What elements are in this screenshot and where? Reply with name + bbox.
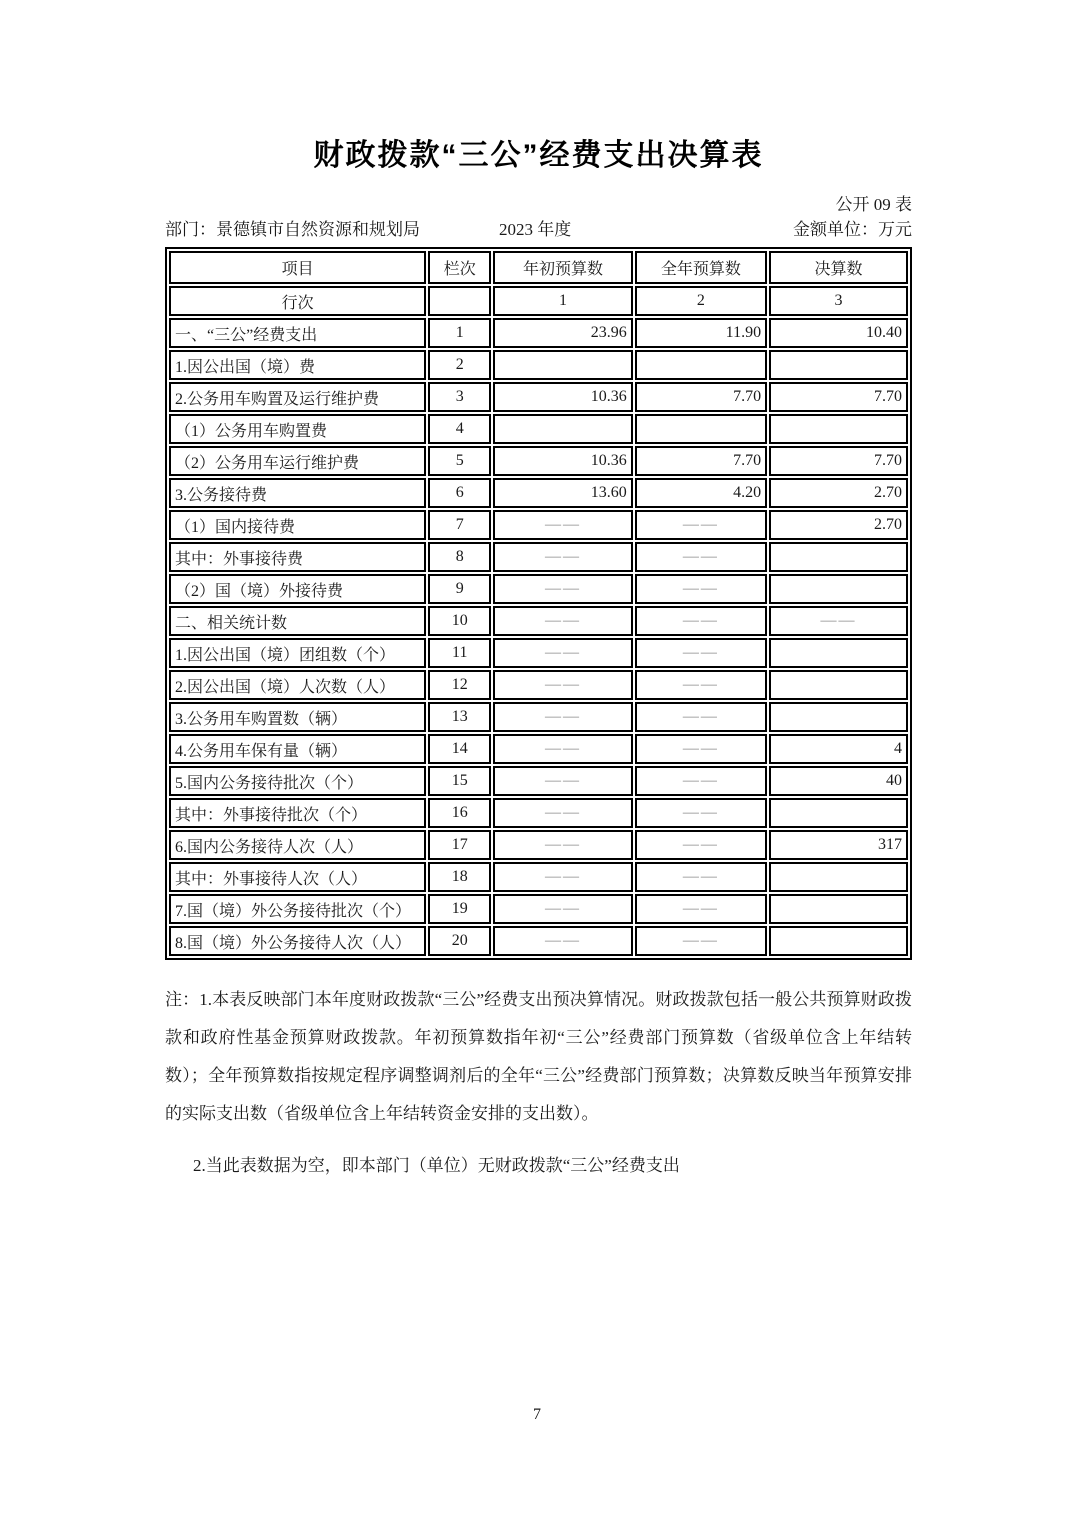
- row-label: 二、相关统计数: [169, 606, 426, 636]
- table-row: [169, 414, 908, 444]
- row-line-number: 5: [428, 446, 491, 476]
- row-line-number: 6: [428, 478, 491, 508]
- row-value-cell: ——: [635, 606, 767, 636]
- column-header-final-accounts: 决算数: [769, 251, 908, 284]
- row-value-cell: [769, 542, 908, 572]
- row-value-cell: 317: [769, 830, 908, 860]
- row-value-cell: [769, 894, 908, 924]
- row-value-cell: ——: [493, 734, 633, 764]
- row-line-number: 4: [428, 414, 491, 444]
- row-line-number: 17: [428, 830, 491, 860]
- row-label: 1.因公出国（境）团组数（个）: [169, 638, 426, 668]
- table-row: [169, 382, 908, 412]
- row-value-cell: [635, 350, 767, 380]
- row-value-cell: ——: [635, 766, 767, 796]
- row-value-cell: ——: [493, 766, 633, 796]
- row-value-cell: ——: [635, 510, 767, 540]
- row-line-number: 8: [428, 542, 491, 572]
- row-value-cell: ——: [493, 510, 633, 540]
- fiscal-year-label: 2023 年度: [499, 220, 572, 239]
- row-value-cell: ——: [493, 670, 633, 700]
- row-line-number: 13: [428, 702, 491, 732]
- row-value-cell: ——: [493, 926, 633, 956]
- row-value-cell: 23.96: [493, 318, 633, 348]
- table-row: [169, 702, 908, 732]
- row-value-cell: 2.70: [769, 478, 908, 508]
- page-number: 7: [533, 1406, 541, 1423]
- row-value-cell: 40: [769, 766, 908, 796]
- row-value-cell: ——: [493, 830, 633, 860]
- row-value-cell: ——: [493, 702, 633, 732]
- row-value-cell: ——: [635, 542, 767, 572]
- table-row: [169, 862, 908, 892]
- row-value-cell: [493, 350, 633, 380]
- row-label: 1.因公出国（境）费: [169, 350, 426, 380]
- row-value-cell: ——: [493, 638, 633, 668]
- row-line-number: 18: [428, 862, 491, 892]
- row-line-number: 7: [428, 510, 491, 540]
- row-line-number: 14: [428, 734, 491, 764]
- row-value-cell: 13.60: [493, 478, 633, 508]
- row-value-cell: ——: [769, 606, 908, 636]
- amount-unit-label: 金额单位：万元: [793, 220, 912, 239]
- table-row: [169, 606, 908, 636]
- row-value-cell: ——: [635, 574, 767, 604]
- row-value-cell: [769, 926, 908, 956]
- row-value-cell: [769, 350, 908, 380]
- department-label: 部门：景德镇市自然资源和规划局: [165, 220, 420, 239]
- row-value-cell: ——: [635, 638, 767, 668]
- note-1: 注：1.本表反映部门本年度财政拨款“三公”经费支出预决算情况。财政拨款包括一般公共预算财政拨款和政府性基金预算财政拨款。年初预算数指年初“三公”经费部门预算数（省级单位含上年结转数）；全年预算数指按规定程序调整调剂后的全年“三公”经费部门预算数；决算数反映当年预算安排的实际支出数（省级单位含上年结转资金安排的支出数）。: [165, 990, 912, 1123]
- three-public-expense-table: [165, 247, 912, 960]
- row-value-cell: 11.90: [635, 318, 767, 348]
- row-label: （1）公务用车购置费: [169, 414, 426, 444]
- row-label: 其中：外事接待费: [169, 542, 426, 572]
- row-value-cell: ——: [635, 830, 767, 860]
- table-row: [169, 734, 908, 764]
- table-row: [169, 926, 908, 956]
- table-row: [169, 542, 908, 572]
- row-value-cell: 7.70: [769, 382, 908, 412]
- column-header-item: 项目: [169, 251, 426, 284]
- row-value-cell: [769, 574, 908, 604]
- row-value-cell: ——: [635, 862, 767, 892]
- row-index-1: 1: [493, 286, 633, 316]
- table-row: [169, 830, 908, 860]
- row-value-cell: [769, 414, 908, 444]
- row-label: 2.因公出国（境）人次数（人）: [169, 670, 426, 700]
- row-value-cell: ——: [635, 926, 767, 956]
- row-value-cell: ——: [635, 734, 767, 764]
- table-header-row: [169, 251, 908, 284]
- row-value-cell: [493, 414, 633, 444]
- row-value-cell: [769, 670, 908, 700]
- row-value-cell: 7.70: [769, 446, 908, 476]
- table-row: [169, 510, 908, 540]
- row-label: 7.国（境）外公务接待批次（个）: [169, 894, 426, 924]
- row-label: 8.国（境）外公务接待人次（人）: [169, 926, 426, 956]
- row-line-number: 9: [428, 574, 491, 604]
- row-label: 5.国内公务接待批次（个）: [169, 766, 426, 796]
- table-row: [169, 670, 908, 700]
- row-value-cell: ——: [635, 702, 767, 732]
- row-line-number: 20: [428, 926, 491, 956]
- row-value-cell: ——: [493, 542, 633, 572]
- row-value-cell: [635, 414, 767, 444]
- table-row: [169, 318, 908, 348]
- row-label: 其中：外事接待批次（个）: [169, 798, 426, 828]
- page-title: 财政拨款“三公”经费支出决算表: [313, 139, 764, 172]
- row-value-cell: ——: [635, 798, 767, 828]
- row-value-cell: 4: [769, 734, 908, 764]
- row-line-number: 1: [428, 318, 491, 348]
- row-index-2: 2: [635, 286, 767, 316]
- row-label: 3.公务接待费: [169, 478, 426, 508]
- row-line-number: 19: [428, 894, 491, 924]
- row-value-cell: [769, 798, 908, 828]
- row-line-number: 2: [428, 350, 491, 380]
- row-value-cell: ——: [635, 894, 767, 924]
- note-2: 2.当此表数据为空，即本部门（单位）无财政拨款“三公”经费支出: [193, 1156, 680, 1175]
- table-row: [169, 350, 908, 380]
- table-row: [169, 766, 908, 796]
- row-label: （2）公务用车运行维护费: [169, 446, 426, 476]
- notes-section: [165, 981, 912, 1185]
- row-label: 2.公务用车购置及运行维护费: [169, 382, 426, 412]
- row-index-label: 行次: [169, 286, 426, 316]
- row-line-number: 11: [428, 638, 491, 668]
- row-line-number: 3: [428, 382, 491, 412]
- table-row: [169, 478, 908, 508]
- row-index-header: [169, 286, 908, 316]
- meta-row: [165, 217, 912, 243]
- row-label: 4.公务用车保有量（辆）: [169, 734, 426, 764]
- table-row: [169, 894, 908, 924]
- row-value-cell: 10.40: [769, 318, 908, 348]
- row-label: （1）国内接待费: [169, 510, 426, 540]
- row-value-cell: ——: [493, 606, 633, 636]
- table-row: [169, 574, 908, 604]
- row-label: 3.公务用车购置数（辆）: [169, 702, 426, 732]
- table-row: [169, 638, 908, 668]
- row-value-cell: 7.70: [635, 382, 767, 412]
- row-value-cell: 4.20: [635, 478, 767, 508]
- row-label: 6.国内公务接待人次（人）: [169, 830, 426, 860]
- row-value-cell: 2.70: [769, 510, 908, 540]
- row-value-cell: 7.70: [635, 446, 767, 476]
- row-value-cell: ——: [493, 894, 633, 924]
- row-line-number: 16: [428, 798, 491, 828]
- row-value-cell: ——: [493, 574, 633, 604]
- table-row: [169, 446, 908, 476]
- row-line-number: 10: [428, 606, 491, 636]
- row-label: 一、“三公”经费支出: [169, 318, 426, 348]
- table-row: [169, 798, 908, 828]
- row-line-number: 12: [428, 670, 491, 700]
- row-index-3: 3: [769, 286, 908, 316]
- column-header-column-no: 栏次: [428, 251, 491, 284]
- row-value-cell: ——: [493, 862, 633, 892]
- row-value-cell: [769, 702, 908, 732]
- document-content: [165, 0, 912, 1185]
- column-header-annual-budget: 全年预算数: [635, 251, 767, 284]
- row-value-cell: [769, 862, 908, 892]
- row-index-blank: [428, 286, 491, 316]
- row-label: 其中：外事接待人次（人）: [169, 862, 426, 892]
- row-value-cell: [769, 638, 908, 668]
- row-label: （2）国（境）外接待费: [169, 574, 426, 604]
- table-code-label: 公开 09 表: [835, 195, 912, 214]
- column-header-initial-budget: 年初预算数: [493, 251, 633, 284]
- row-value-cell: ——: [635, 670, 767, 700]
- row-value-cell: 10.36: [493, 446, 633, 476]
- row-value-cell: 10.36: [493, 382, 633, 412]
- row-line-number: 15: [428, 766, 491, 796]
- row-value-cell: ——: [493, 798, 633, 828]
